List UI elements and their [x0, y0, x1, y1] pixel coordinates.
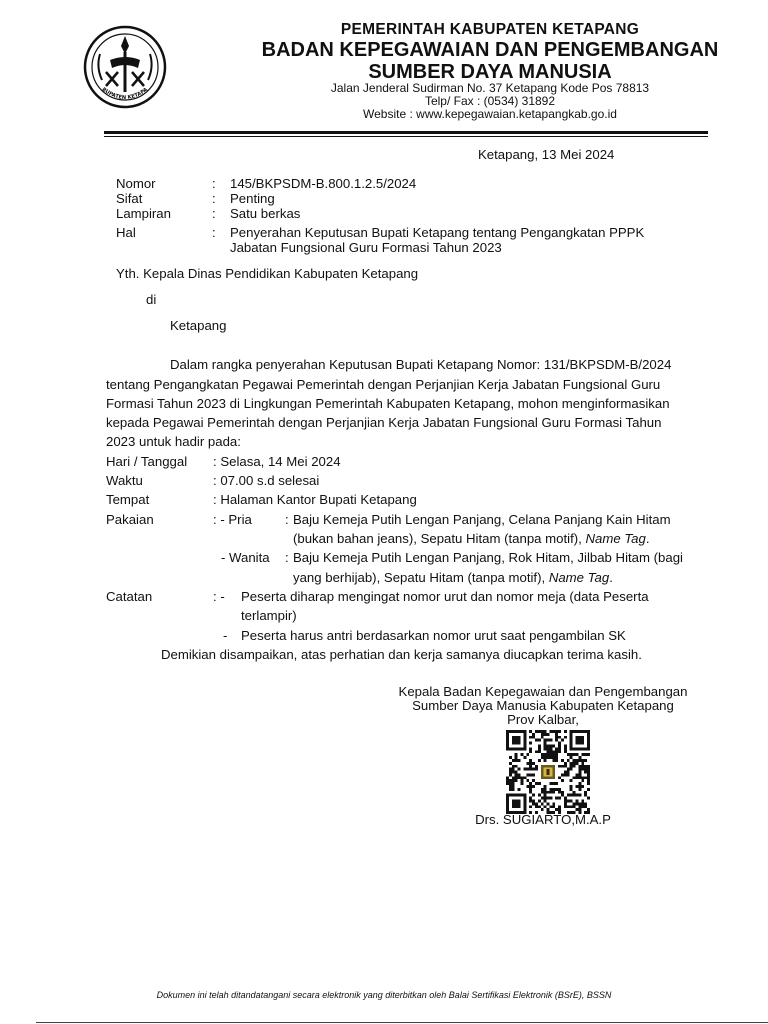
meta-label-nomor: Nomor: [116, 176, 156, 191]
meta-value-sifat: Penting: [230, 191, 275, 206]
name-tag-male: Name Tag: [585, 531, 646, 546]
meta-sep-sifat: :: [212, 191, 216, 206]
dress-male-line-1: Baju Kemeja Putih Lengan Panjang, Celana Panjang Kain Hitam: [293, 512, 671, 527]
schedule-place-label: Tempat: [106, 492, 150, 507]
government-title: PEMERINTAH KABUPATEN KETAPANG: [340, 21, 640, 38]
dress-label: Pakaian: [106, 512, 154, 527]
agency-title-line-1: BADAN KEPEGAWAIAN DAN PENGEMBANGAN: [261, 39, 719, 61]
meta-value-nomor: 145/BKPSDM-B.800.1.2.5/2024: [230, 176, 417, 191]
meta-sep-nomor: :: [212, 176, 216, 191]
body-line-3: Formasi Tahun 2023 di Lingkungan Pemerintah Kabupaten Ketapang, mohon menginformasikan: [106, 396, 670, 411]
meta-sep-hal: :: [212, 225, 216, 240]
dress-female-line-1: Baju Kemeja Putih Lengan Panjang, Rok Hitam, Jilbab Hitam (bagi: [293, 550, 683, 565]
meta-label-sifat: Sifat: [116, 191, 143, 206]
agency-phone: Telp/ Fax : (0534) 31892: [424, 94, 556, 108]
logo-text: BUPATEN KETAPA: [100, 86, 149, 102]
meta-label-lampiran: Lampiran: [116, 206, 171, 221]
header-rule-thick: [104, 131, 708, 134]
meta-label-hal: Hal: [116, 225, 136, 240]
schedule-time-label: Waktu: [106, 473, 143, 488]
body-line-1: Dalam rangka penyerahan Keputusan Bupati Ketapang Nomor: 131/BKPSDM-B/2024: [170, 357, 672, 372]
dress-female-sep: :: [285, 550, 289, 565]
letter-date: Ketapang, 13 Mei 2024: [478, 147, 615, 162]
note-2-dash: -: [223, 628, 228, 643]
notes-label: Catatan: [106, 589, 153, 604]
body-line-2: tentang Pengangkatan Pegawai Pemerintah dengan Perjanjian Kerja Jabatan Fungsional Guru: [106, 377, 661, 392]
recipient: Yth. Kepala Dinas Pendidikan Kabupaten Ketapang: [116, 266, 419, 281]
bottom-rule: [36, 1022, 768, 1023]
closing-statement: Demikian disampaikan, atas perhatian dan kerja samanya diucapkan terima kasih.: [161, 647, 642, 662]
signature-title-line-1: Kepala Badan Kepegawaian dan Pengembangan: [398, 684, 688, 699]
agency-website: Website : www.kepegawaian.ketapangkab.go.id: [363, 107, 617, 121]
schedule-place-value: : Halaman Kantor Bupati Ketapang: [213, 492, 417, 507]
meta-value-hal-line-2: Jabatan Fungsional Guru Formasi Tahun 2023: [230, 240, 502, 255]
name-tag-female: Name Tag: [548, 570, 610, 585]
note-2: Peserta harus antri berdasarkan nomor urut saat pengambilan SK: [241, 628, 626, 643]
notes-prefix: : -: [213, 589, 225, 604]
schedule-day-value: : Selasa, 14 Mei 2024: [213, 454, 341, 469]
recipient-di: di: [146, 292, 157, 307]
signatory-name: Drs. SUGIARTO,M.A.P: [475, 812, 611, 827]
schedule-time-value: : 07.00 s.d selesai: [213, 473, 320, 488]
dress-female-line-2: yang berhijab), Sepatu Hitam (tanpa motif), Name Tag.: [293, 570, 613, 585]
note-1-line-1: Peserta diharap mengingat nomor urut dan nomor meja (data Peserta: [241, 589, 649, 604]
dress-female-prefix: - Wanita: [221, 550, 270, 565]
body-line-4: kepada Pegawai Pemerintah dengan Perjanjian Kerja Jabatan Fungsional Guru Formasi Tahun: [106, 415, 662, 430]
qr-code-signature: [506, 730, 590, 814]
meta-sep-lampiran: :: [212, 206, 216, 221]
header-rule-thin: [104, 136, 708, 137]
regency-logo: [82, 24, 168, 110]
meta-value-lampiran: Satu berkas: [230, 206, 301, 221]
signature-title-line-2: Sumber Daya Manusia Kabupaten Ketapang: [412, 698, 674, 713]
dress-male-sep: :: [285, 512, 289, 527]
schedule-day-label: Hari / Tanggal: [106, 454, 188, 469]
note-1-line-2: terlampir): [241, 608, 297, 623]
electronic-signature-footer: Dokumen ini telah ditandatangani secara elektronik yang diterbitkan oleh Balai Sertifikasi Elektronik (BSrE), BSSN: [156, 990, 612, 1000]
agency-title-line-2: SUMBER DAYA MANUSIA: [368, 61, 612, 83]
dress-male-line-2: (bukan bahan jeans), Sepatu Hitam (tanpa motif), Name Tag.: [293, 531, 650, 546]
dress-male-prefix: : - Pria: [213, 512, 252, 527]
body-line-5: 2023 untuk hadir pada:: [106, 434, 241, 449]
recipient-place: Ketapang: [170, 318, 227, 333]
meta-value-hal-line-1: Penyerahan Keputusan Bupati Ketapang tentang Pengangkatan PPPK: [230, 225, 645, 240]
signature-title-line-3: Prov Kalbar,: [507, 712, 579, 727]
agency-address: Jalan Jenderal Sudirman No. 37 Ketapang Kode Pos 78813: [330, 81, 650, 95]
